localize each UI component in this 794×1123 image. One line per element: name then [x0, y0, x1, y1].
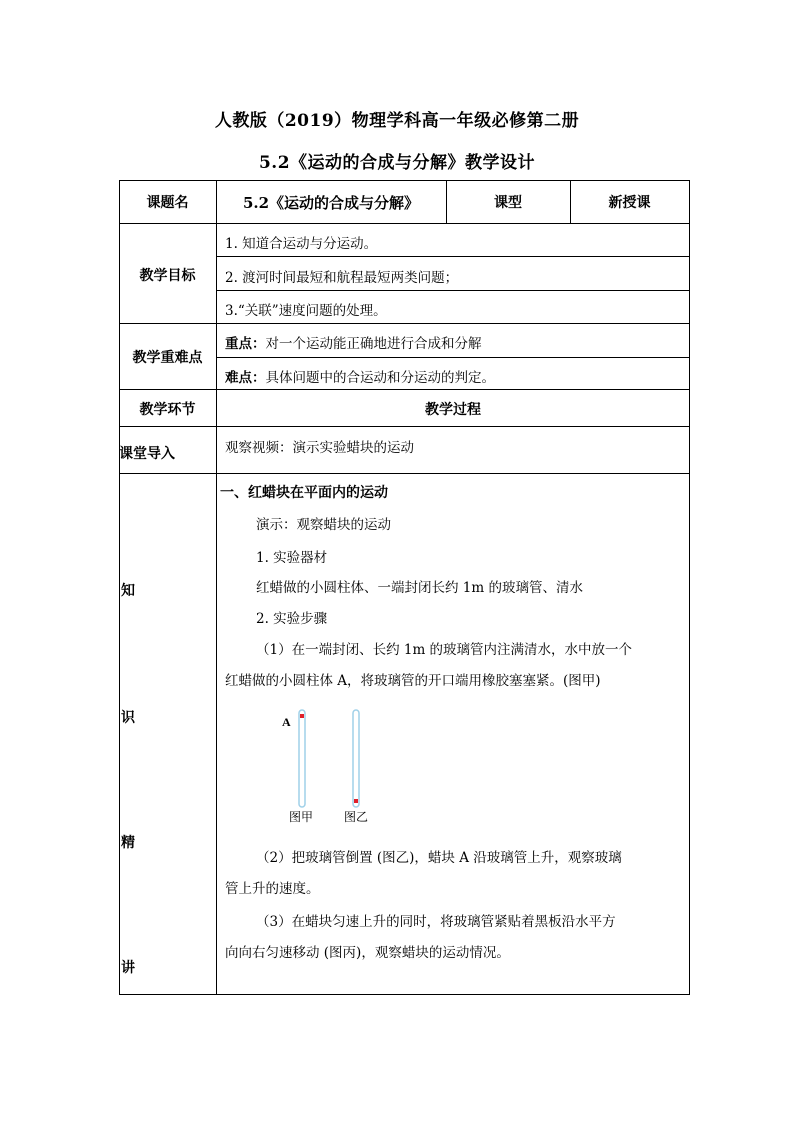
- table-col-divider: [216, 180, 217, 995]
- type-label: 课型: [494, 195, 522, 211]
- wax-block-right: [354, 799, 358, 803]
- intro-text: 观察视频：演示实验蜡块的运动: [225, 440, 414, 456]
- lecture-line: （2）把玻璃管倒置 (图乙)，蜡块 A 沿玻璃管上升，观察玻璃: [256, 850, 622, 866]
- table-row-line: [216, 256, 690, 257]
- difficult-point: [225, 366, 495, 386]
- wax-marker-label: A: [282, 715, 291, 729]
- lecture-line: 向向右匀速移动 (图丙)，观察蜡块的运动情况。: [225, 945, 510, 961]
- lecture-side-char: 识: [121, 710, 135, 726]
- intro-label: 课堂导入: [119, 446, 175, 462]
- table-row-line: [119, 426, 690, 427]
- lecture-line: （1）在一端封闭、长约 1m 的玻璃管内注满清水，水中放一个: [256, 642, 633, 658]
- table-border-right: [689, 180, 690, 995]
- key-points-label: 教学重难点: [132, 350, 203, 366]
- lecture-line: 演示：观察蜡块的运动: [256, 517, 391, 533]
- difficult-point-text: 具体问题中的合运动和分运动的判定。: [265, 370, 495, 386]
- tube-diagram: [256, 700, 396, 832]
- table-row-line: [216, 357, 690, 358]
- key-point-text: 对一个运动能正确地进行合成和分解: [265, 336, 482, 352]
- key-point-prefix: 重点：: [225, 336, 266, 352]
- key-point: [225, 332, 482, 352]
- figure-caption-left: 图甲: [289, 810, 314, 824]
- lecture-line: 2. 实验步骤: [256, 611, 328, 627]
- wax-block-left: [300, 714, 304, 718]
- document-title: 人教版（2019）物理学科高一年级必修第二册: [214, 111, 580, 131]
- goal-item: 2. 渡河时间最短和航程最短两类问题；: [225, 270, 459, 286]
- table-row-line: [119, 323, 690, 324]
- teaching-process-header: 教学过程: [425, 402, 481, 418]
- lecture-line: 管上升的速度。: [225, 881, 320, 897]
- figure-caption-right: 图乙: [344, 810, 369, 824]
- table-border-top: [119, 180, 690, 181]
- lecture-line: 红蜡做的小圆柱体、一端封闭长约 1m 的玻璃管、清水: [256, 580, 583, 596]
- table-row-line: [119, 389, 690, 390]
- lecture-side-char: 精: [121, 835, 135, 851]
- lecture-line: （3）在蜡块匀速上升的同时，将玻璃管紧贴着黑板沿水平方: [256, 914, 616, 930]
- experiment-figure: [256, 700, 396, 832]
- tube-left: [299, 710, 305, 807]
- lecture-line: 红蜡做的小圆柱体 A，将玻璃管的开口端用橡胶塞塞紧。(图甲): [225, 673, 601, 689]
- goal-item: 3.“关联”速度问题的处理。: [225, 303, 387, 319]
- type-value: 新授课: [608, 195, 651, 211]
- difficult-point-prefix: 难点：: [225, 370, 266, 386]
- table-row-line: [119, 223, 690, 224]
- teaching-stage-header: 教学环节: [139, 402, 196, 418]
- table-border-left: [119, 180, 120, 995]
- tube-right: [353, 710, 359, 807]
- goal-item: 1. 知道合运动与分运动。: [225, 236, 378, 252]
- lecture-line: 1. 实验器材: [256, 550, 328, 566]
- lecture-heading: 一、红蜡块在平面内的运动: [220, 485, 388, 501]
- lecture-side-char: 讲: [121, 960, 135, 976]
- table-row-line: [119, 473, 690, 474]
- goals-label: 教学目标: [139, 268, 196, 284]
- table-row-line: [216, 290, 690, 291]
- document-subtitle: 5.2《运动的合成与分解》教学设计: [258, 153, 536, 173]
- lecture-side-char: 知: [121, 583, 135, 599]
- topic-label: 课题名: [146, 195, 189, 211]
- topic-value: 5.2《运动的合成与分解》: [242, 194, 420, 212]
- table-border-bottom: [119, 994, 690, 995]
